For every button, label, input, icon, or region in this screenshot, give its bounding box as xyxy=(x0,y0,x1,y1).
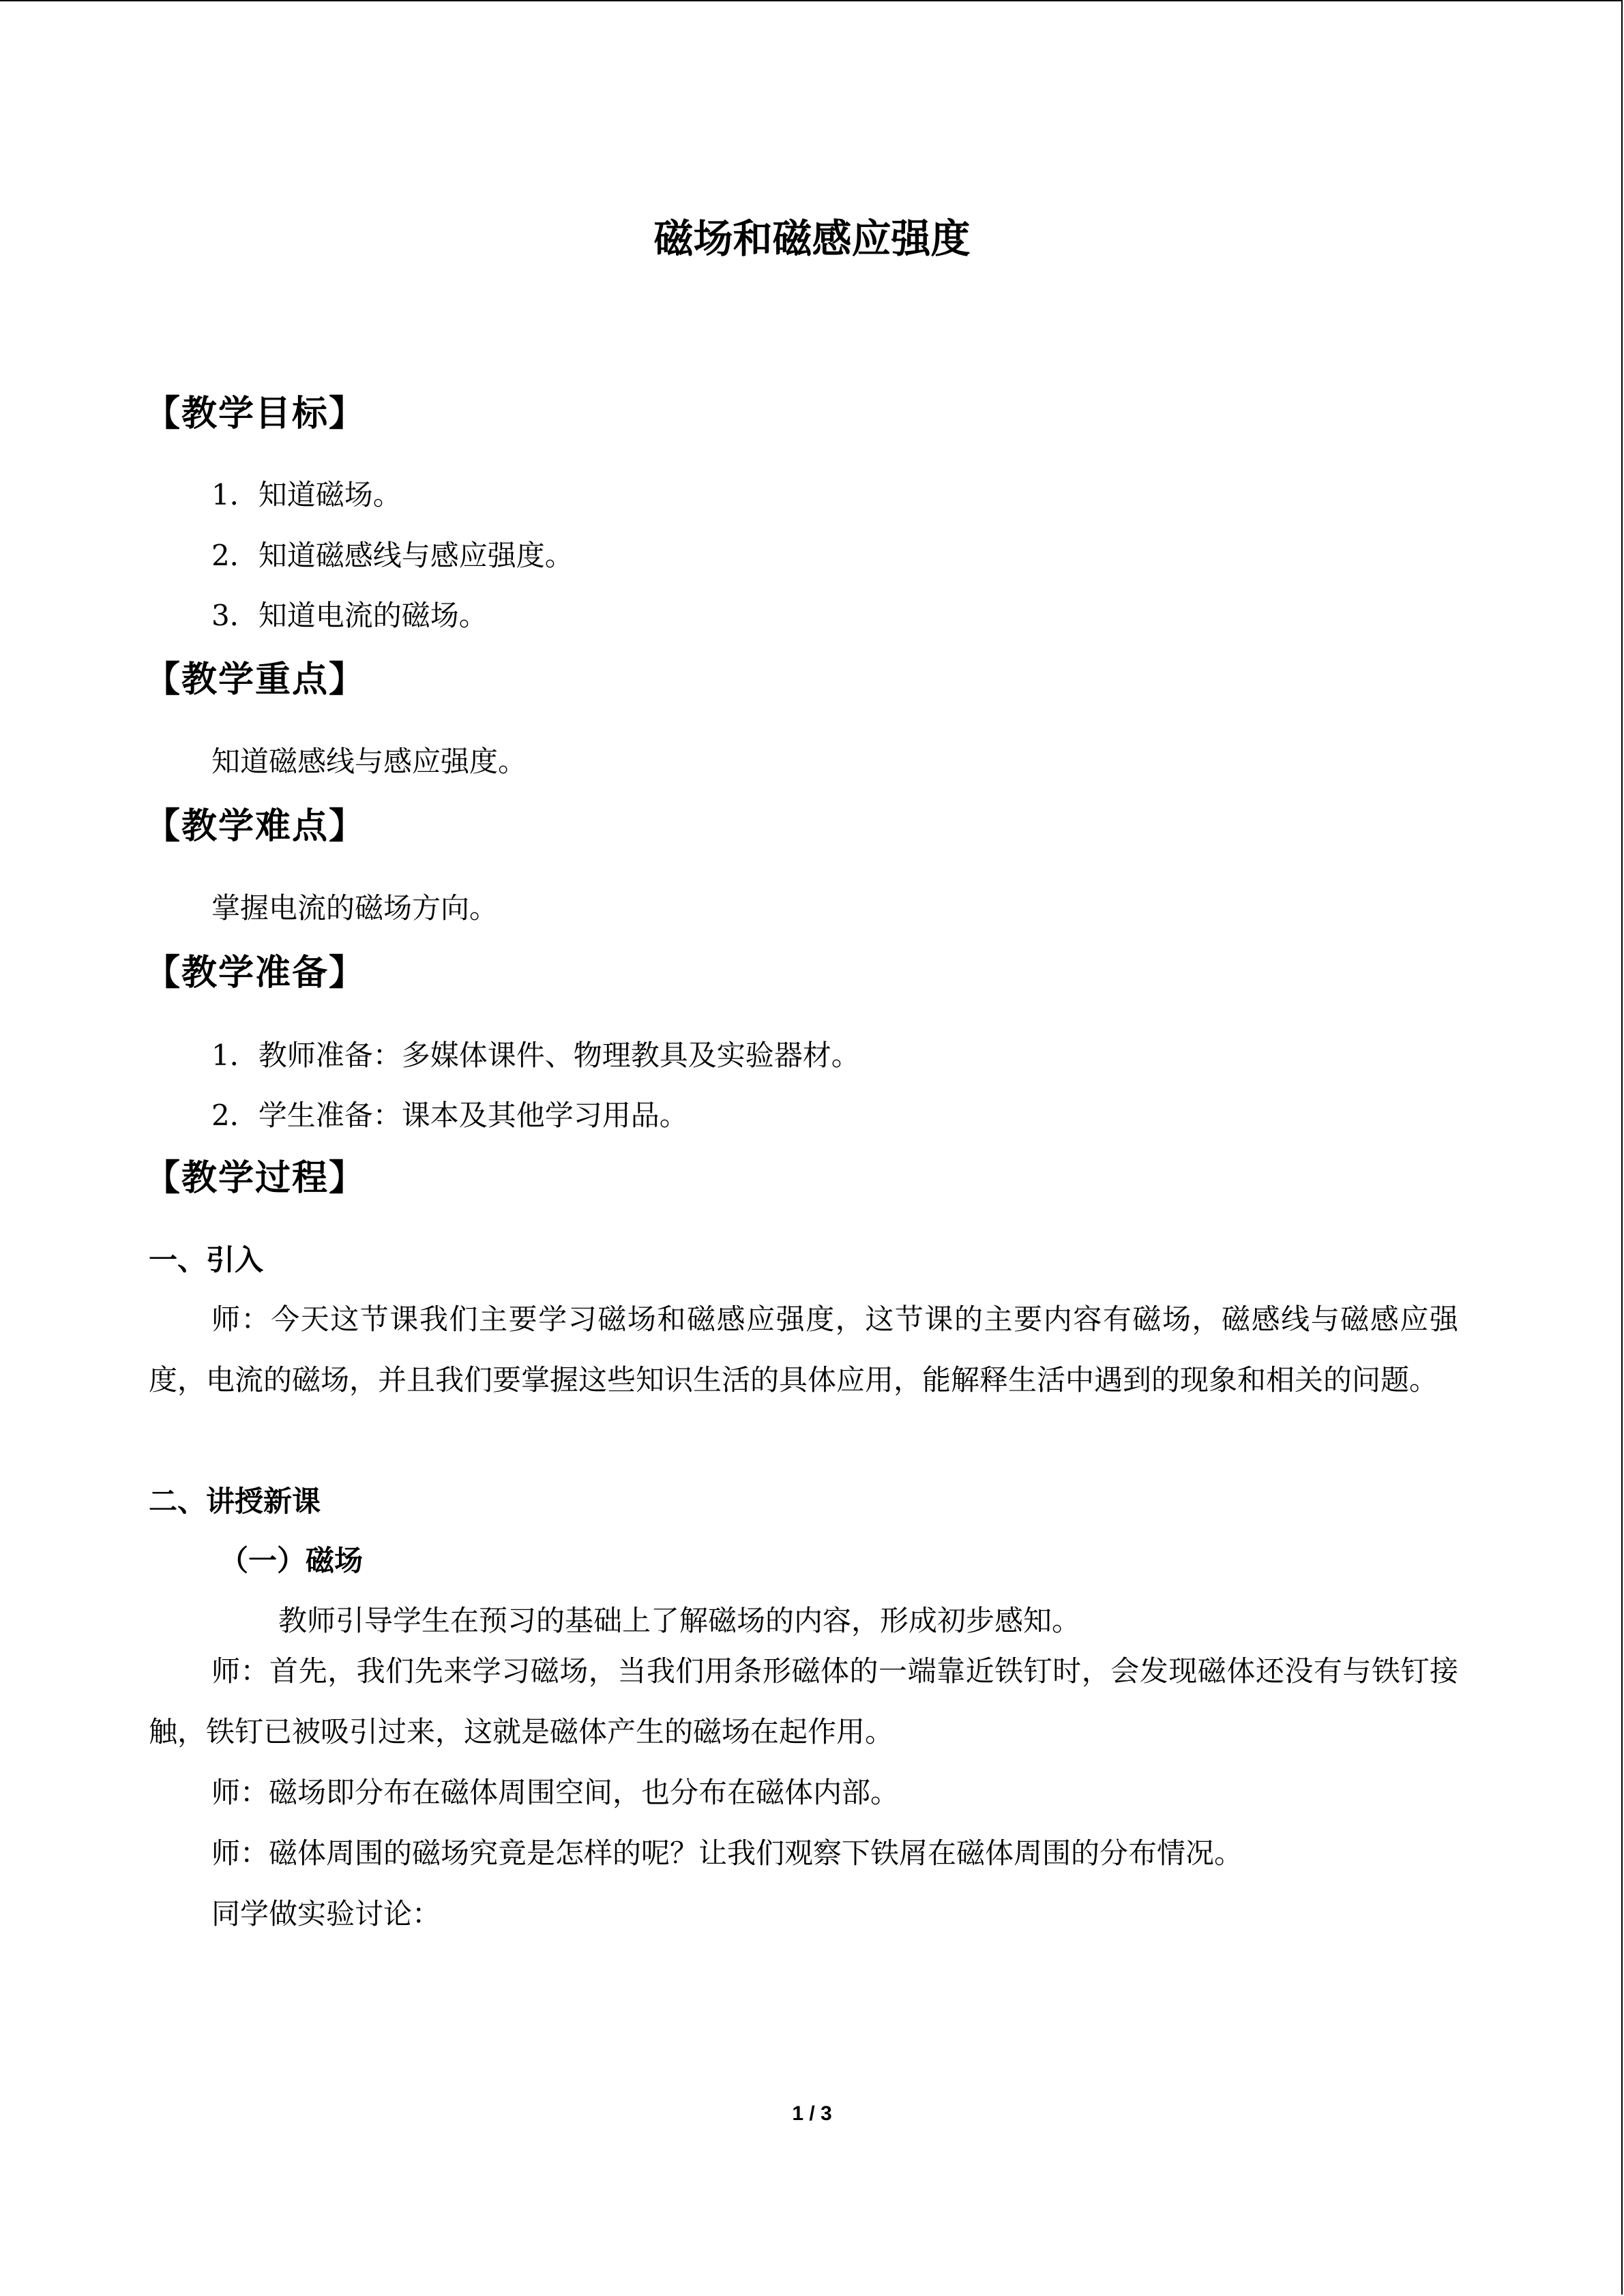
objective-item: 1．知道磁场。 xyxy=(211,478,402,511)
objective-item: 3．知道电流的磁场。 xyxy=(211,599,488,632)
preparation-item: 1．教师准备：多媒体课件、物理教具及实验器材。 xyxy=(211,1039,860,1072)
preparation-item: 2．学生准备：课本及其他学习用品。 xyxy=(211,1099,688,1132)
lesson-paragraph: 师：磁场即分布在磁体周围空间，也分布在磁体内部。 xyxy=(211,1776,900,1809)
objectives-heading: 【教学目标】 xyxy=(145,393,366,434)
objective-item: 2．知道磁感线与感应强度。 xyxy=(211,539,574,572)
document-title: 磁场和磁感应强度 xyxy=(653,215,971,262)
page-number: 1 / 3 xyxy=(792,2102,832,2125)
difficulties-heading: 【教学难点】 xyxy=(145,806,366,847)
key-points-heading: 【教学重点】 xyxy=(145,659,366,700)
key-points-text: 知道磁感线与感应强度。 xyxy=(211,745,527,778)
process-heading: 【教学过程】 xyxy=(145,1158,366,1199)
difficulties-text: 掌握电流的磁场方向。 xyxy=(211,891,499,925)
lesson-paragraph: 师：首先，我们先来学习磁场，当我们用条形磁体的一端靠近铁钉时，会发现磁体还没有与铁钉接触，铁钉已被吸引过来，这就是磁体产生的磁场在起作用。 xyxy=(149,1654,1458,1748)
intro-paragraph: 师：今天这节课我们主要学习磁场和磁感应强度，这节课的主要内容有磁场，磁感线与磁感应强度，电流的磁场，并且我们要掌握这些知识生活的具体应用，能解释生活中遇到的现象和相关的问题。 xyxy=(149,1302,1458,1397)
lesson-paragraph: 师：磁体周围的磁场究竟是怎样的呢？让我们观察下铁屑在磁体周围的分布情况。 xyxy=(211,1836,1243,1870)
new-lesson-heading: 二、讲授新课 xyxy=(149,1485,321,1518)
magnetic-field-subheading: （一）磁场 xyxy=(220,1544,364,1577)
guide-paragraph: 教师引导学生在预习的基础上了解磁场的内容，形成初步感知。 xyxy=(278,1604,1081,1637)
lesson-paragraph: 同学做实验讨论： xyxy=(211,1897,441,1930)
intro-heading: 一、引入 xyxy=(149,1243,264,1277)
preparation-heading: 【教学准备】 xyxy=(145,953,366,994)
